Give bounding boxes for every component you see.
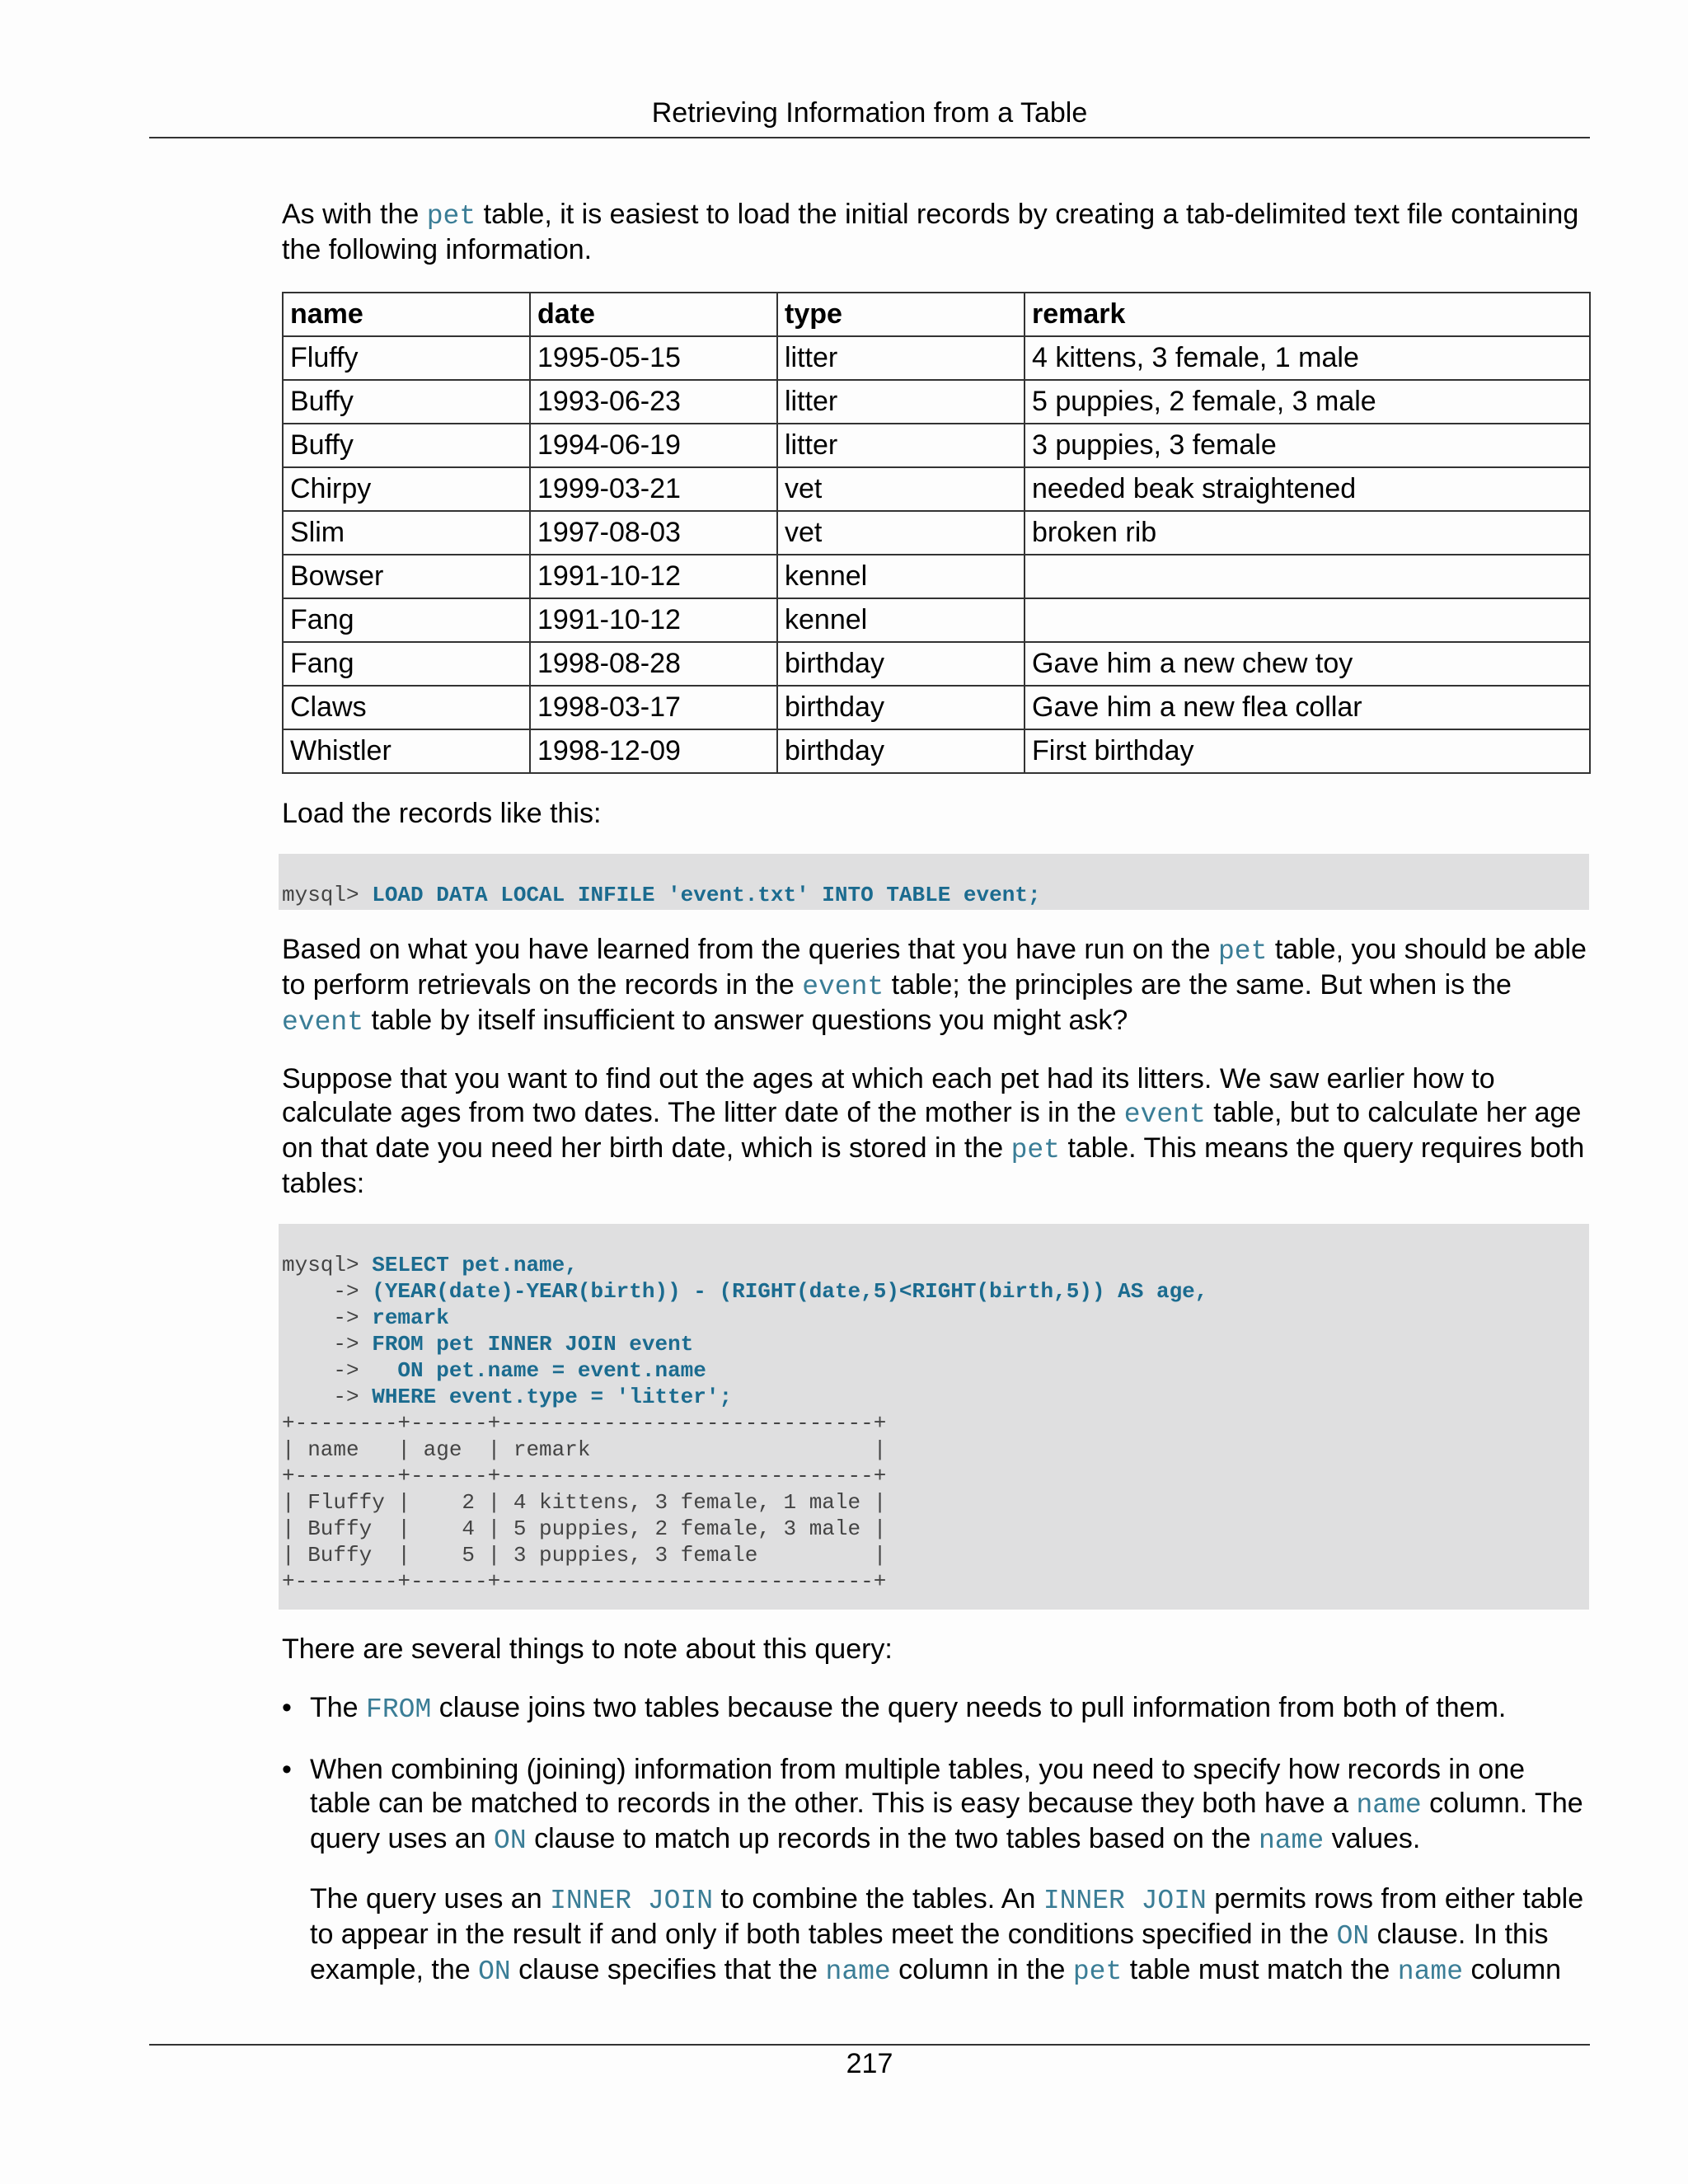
result-row: | Buffy | 4 | 5 puppies, 2 female, 3 male | — [282, 1516, 887, 1541]
intro-text: As with the — [282, 199, 427, 230]
table-cell — [1025, 598, 1590, 642]
table-cell: Fang — [283, 598, 530, 642]
code-block-load — [279, 854, 1589, 910]
table-cell: 1991-10-12 — [530, 598, 777, 642]
code-line: FROM pet INNER JOIN event — [372, 1332, 694, 1357]
list-text: column. The query uses an — [310, 1788, 1583, 1854]
code-continuation: -> — [282, 1385, 373, 1409]
table-cell: needed beak straightened — [1025, 467, 1590, 511]
inline-code: pet — [1010, 1135, 1060, 1165]
code-line: remark — [372, 1305, 449, 1330]
inline-code: event — [1123, 1099, 1206, 1130]
table-cell: 1998-08-28 — [530, 642, 777, 686]
table-row — [283, 380, 1590, 424]
table-cell: kennel — [777, 555, 1025, 598]
list-text: clause joins two tables because the query needs to pull information from both of them. — [431, 1692, 1507, 1723]
table-cell: Chirpy — [283, 467, 530, 511]
table-cell: vet — [777, 467, 1025, 511]
code-line: SELECT pet.name, — [372, 1253, 578, 1277]
inline-code: name — [825, 1957, 891, 1987]
inline-code: FROM — [366, 1694, 432, 1725]
inline-code: pet — [1072, 1957, 1123, 1987]
list-text: clause. In this example, the — [310, 1919, 1549, 1985]
table-row — [283, 424, 1590, 467]
table-cell: 1998-12-09 — [530, 729, 777, 773]
table-cell: Buffy — [283, 380, 530, 424]
code-line: WHERE event.type = 'litter'; — [372, 1385, 733, 1409]
paragraph-text: table by itself insufficient to answer questions you might ask? — [363, 1005, 1128, 1036]
column-header-name: name — [283, 293, 530, 336]
inline-code: ON — [1336, 1921, 1370, 1952]
table-cell: kennel — [777, 598, 1025, 642]
list-text: table must match the — [1122, 1954, 1398, 1985]
list-text: column — [1463, 1954, 1562, 1985]
page-number: 217 — [846, 2048, 893, 2079]
inline-code: INNER JOIN — [550, 1886, 714, 1916]
table-cell: Gave him a new flea collar — [1025, 686, 1590, 729]
intro-paragraph — [282, 198, 1592, 267]
table-cell: 1994-06-19 — [530, 424, 777, 467]
table-row — [283, 467, 1590, 511]
table-cell: litter — [777, 380, 1025, 424]
table-cell: 1999-03-21 — [530, 467, 777, 511]
paragraph-ages — [282, 1062, 1592, 1201]
table-cell: birthday — [777, 642, 1025, 686]
paragraph-text: Suppose that you want to find out the ages at which each pet had its litters. We saw earlier how to calculate ages from two dates. The litter date of the mother is in the — [282, 1063, 1495, 1128]
code-continuation: -> — [282, 1279, 373, 1304]
result-border: +--------+------+-----------------------------+ — [282, 1569, 887, 1594]
table-row — [283, 729, 1590, 773]
table-cell: 4 kittens, 3 female, 1 male — [1025, 336, 1590, 380]
intro-text: table, it is easiest to load the initial records by creating a tab-delimited text file containing the following information. — [282, 199, 1579, 265]
table-cell: 3 puppies, 3 female — [1025, 424, 1590, 467]
paragraph-text: Based on what you have learned from the queries that you have run on the — [282, 934, 1218, 965]
code-command: LOAD DATA LOCAL INFILE 'event.txt' INTO TABLE event; — [372, 883, 1041, 907]
column-header-date: date — [530, 293, 777, 336]
main-content — [282, 198, 1592, 1989]
notes-list — [282, 1691, 1592, 1989]
table-cell: Fang — [283, 642, 530, 686]
result-row: | Buffy | 5 | 3 puppies, 3 female | — [282, 1543, 887, 1568]
column-header-type: type — [777, 293, 1025, 336]
list-item — [282, 1691, 1592, 1727]
table-row — [283, 336, 1590, 380]
table-cell: Buffy — [283, 424, 530, 467]
paragraph-text: table, you should be able to perform retrievals on the records in the — [282, 934, 1587, 1001]
inline-code: name — [1356, 1790, 1422, 1821]
table-cell: 1991-10-12 — [530, 555, 777, 598]
result-header: | name | age | remark | — [282, 1437, 887, 1462]
table-cell: litter — [777, 336, 1025, 380]
inline-code: event — [802, 972, 884, 1002]
table-cell: First birthday — [1025, 729, 1590, 773]
table-cell: Claws — [283, 686, 530, 729]
list-paragraph — [310, 1753, 1592, 1858]
table-cell — [1025, 555, 1590, 598]
footer-rule — [149, 2044, 1590, 2046]
table-header-row — [283, 293, 1590, 336]
column-header-remark: remark — [1025, 293, 1590, 336]
inline-code: pet — [426, 201, 476, 232]
list-text: clause to match up records in the two tables based on the — [526, 1823, 1259, 1854]
result-row: | Fluffy | 2 | 4 kittens, 3 female, 1 male | — [282, 1490, 887, 1515]
table-row — [283, 511, 1590, 555]
table-row — [283, 598, 1590, 642]
inline-code: ON — [494, 1825, 527, 1856]
list-text: The — [310, 1692, 367, 1723]
code-line: (YEAR(date)-YEAR(birth)) - (RIGHT(date,5)<RIGHT(birth,5)) AS age, — [372, 1279, 1208, 1304]
code-prompt: mysql> — [282, 883, 373, 907]
table-cell: 5 puppies, 2 female, 3 male — [1025, 380, 1590, 424]
table-row — [283, 555, 1590, 598]
inline-code: ON — [478, 1957, 511, 1987]
event-table — [282, 292, 1591, 774]
code-continuation: -> — [282, 1305, 373, 1330]
table-cell: vet — [777, 511, 1025, 555]
list-text: values. — [1324, 1823, 1421, 1854]
paragraph-text: table, but to calculate her age on that date you need her birth date, which is stored in the — [282, 1097, 1582, 1164]
table-cell: 1993-06-23 — [530, 380, 777, 424]
code-line: ON pet.name = event.name — [372, 1358, 706, 1383]
list-text: column in the — [890, 1954, 1073, 1985]
paragraph-text: table; the principles are the same. But when is the — [884, 969, 1512, 1001]
list-text: to combine the tables. An — [713, 1883, 1043, 1915]
inline-code: INNER JOIN — [1043, 1886, 1207, 1916]
list-text: When combining (joining) information from multiple tables, you need to specify how records in one table can be matched to records in the other. This is easy because they both have a — [310, 1754, 1526, 1819]
code-prompt: mysql> — [282, 1253, 373, 1277]
list-text: permits rows from either table to appear in the result if and only if both tables meet the conditions specified in the — [310, 1883, 1584, 1950]
table-cell: 1998-03-17 — [530, 686, 777, 729]
notes-intro: There are several things to note about this query: — [282, 1633, 893, 1665]
table-cell: 1995-05-15 — [530, 336, 777, 380]
table-row — [283, 686, 1590, 729]
table-cell: Slim — [283, 511, 530, 555]
table-cell: broken rib — [1025, 511, 1590, 555]
code-continuation: -> — [282, 1358, 373, 1383]
load-text: Load the records like this: — [282, 798, 602, 829]
table-cell: Whistler — [283, 729, 530, 773]
table-cell: birthday — [777, 686, 1025, 729]
result-border: +--------+------+-----------------------------+ — [282, 1464, 887, 1488]
code-continuation: -> — [282, 1332, 373, 1357]
header-rule — [149, 137, 1590, 138]
inline-code: pet — [1217, 936, 1268, 967]
inline-code: event — [282, 1007, 364, 1038]
inline-code: name — [1397, 1957, 1463, 1987]
list-item — [282, 1753, 1592, 1989]
code-block-select — [279, 1224, 1589, 1610]
list-text: clause specifies that the — [510, 1954, 826, 1985]
page-header-title: Retrieving Information from a Table — [651, 97, 1088, 129]
paragraph-retrievals — [282, 933, 1592, 1039]
table-cell: Bowser — [283, 555, 530, 598]
paragraph-text: table. This means the query requires both tables: — [282, 1132, 1585, 1199]
table-cell: Fluffy — [283, 336, 530, 380]
result-border: +--------+------+-----------------------------+ — [282, 1411, 887, 1436]
table-cell: litter — [777, 424, 1025, 467]
inline-code: name — [1258, 1825, 1325, 1856]
table-cell: birthday — [777, 729, 1025, 773]
list-paragraph — [310, 1882, 1592, 1989]
table-row — [283, 642, 1590, 686]
table-cell: 1997-08-03 — [530, 511, 777, 555]
list-text: The query uses an — [310, 1883, 551, 1915]
table-cell: Gave him a new chew toy — [1025, 642, 1590, 686]
